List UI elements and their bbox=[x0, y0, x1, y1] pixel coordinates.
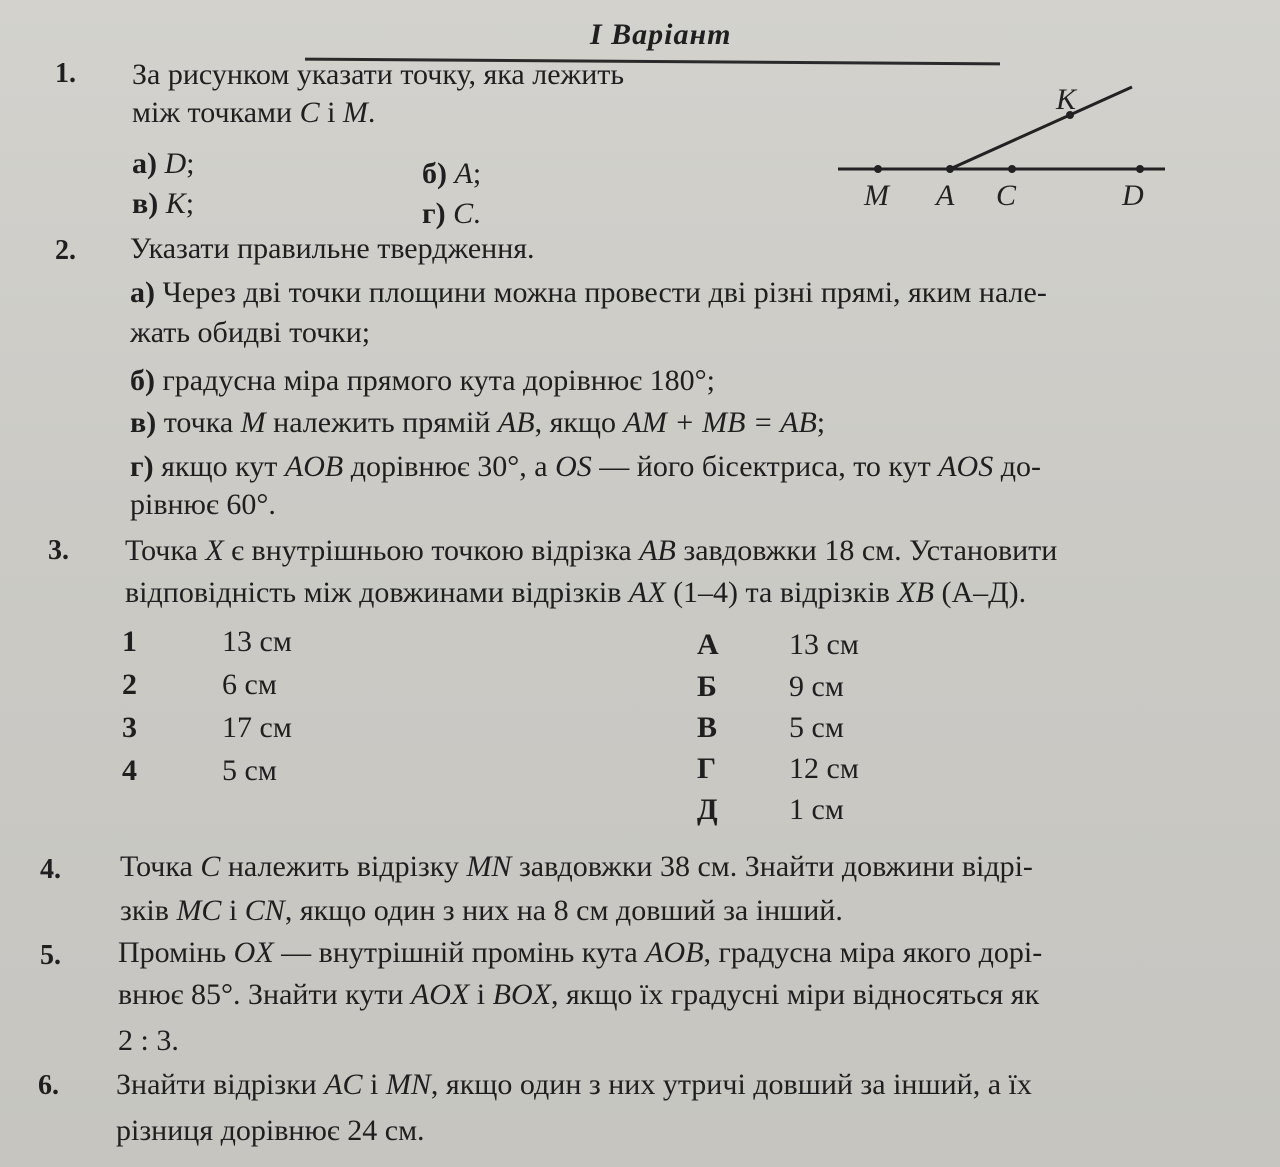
q2-option-b: б) градусна міра прямого кута дорівнює 180°; bbox=[130, 364, 715, 397]
q2-option-a-cont: жать обидві точки; bbox=[130, 316, 371, 349]
q4-line1: Точка C належить відрізку MN завдовжки 38 см. Знайти довжини відрі- bbox=[120, 850, 1033, 883]
figure-ray-ak bbox=[950, 87, 1132, 169]
label-k: K bbox=[1056, 83, 1077, 116]
point-a bbox=[946, 165, 954, 173]
q1-number: 1. bbox=[55, 58, 76, 89]
q3-left-row: 3 17 см bbox=[122, 711, 292, 744]
q5-line2: внює 85°. Знайти кути AOX і BOX, якщо їх градусні міри відносяться як bbox=[118, 978, 1040, 1011]
q2-stem: Указати правильне твердження. bbox=[130, 232, 535, 265]
q3-number: 3. bbox=[48, 535, 69, 566]
q1-line1: За рисунком указати точку, яка лежить bbox=[132, 58, 625, 91]
q4-number: 4. bbox=[40, 854, 61, 885]
q2-option-a: а) Через дві точки площини можна провести дві різні прямі, яким нале- bbox=[130, 276, 1047, 309]
q3-line2: відповідність між довжинами відрізків AX (1–4) та відрізків XB (А–Д). bbox=[125, 576, 1027, 609]
q1-option-g: г) C. bbox=[422, 197, 481, 230]
q1-option-a: а) D; bbox=[132, 147, 195, 180]
q5-line3: 2 : 3. bbox=[118, 1024, 179, 1057]
point-d bbox=[1136, 165, 1144, 173]
q3-right-row: В 5 см bbox=[697, 711, 844, 744]
q4-line2: зків MC і CN, якщо один з них на 8 см довший за інший. bbox=[120, 894, 843, 927]
q3-line1: Точка X є внутрішньою точкою відрізка AB завдовжки 18 см. Установити bbox=[125, 534, 1058, 567]
q3-left-row: 4 5 см bbox=[122, 754, 277, 787]
q5-line1: Промінь OX — внутрішній промінь кута AOB, градусна міра якого дорі- bbox=[118, 936, 1043, 969]
q3-right-row: А 13 см bbox=[697, 628, 859, 661]
label-a: A bbox=[936, 179, 955, 212]
label-c: C bbox=[996, 179, 1017, 212]
q6-line1: Знайти відрізки AC і MN, якщо один з них утричі довший за інший, а їх bbox=[116, 1068, 1032, 1101]
label-m: M bbox=[864, 179, 889, 212]
label-d: D bbox=[1122, 179, 1144, 212]
q2-option-g-cont: рівнює 60°. bbox=[130, 488, 276, 521]
q1-line2: між точками C і M. bbox=[132, 96, 376, 129]
point-c bbox=[1008, 165, 1016, 173]
q3-right-row: Д 1 см bbox=[697, 793, 844, 826]
q1-figure bbox=[820, 75, 1180, 215]
q2-option-v: в) точка M належить прямій AB, якщо AM + MB = AB; bbox=[130, 406, 826, 439]
q5-number: 5. bbox=[40, 940, 61, 971]
q3-left-row: 1 13 см bbox=[122, 625, 292, 658]
q3-right-row: Г 12 см bbox=[697, 752, 859, 785]
q1-option-b: б) A; bbox=[422, 157, 482, 190]
q3-right-row: Б 9 см bbox=[697, 670, 844, 703]
q6-line2: різниця дорівнює 24 см. bbox=[116, 1114, 425, 1147]
q3-left-row: 2 6 см bbox=[122, 668, 277, 701]
q2-number: 2. bbox=[55, 235, 76, 266]
q1-option-v: в) K; bbox=[132, 187, 195, 220]
q2-option-g: г) якщо кут AOB дорівнює 30°, а OS — його бісектриса, то кут AOS до- bbox=[130, 450, 1041, 483]
variant-title: I Варіант bbox=[590, 18, 732, 51]
q6-number: 6. bbox=[38, 1070, 59, 1101]
point-m bbox=[874, 165, 882, 173]
